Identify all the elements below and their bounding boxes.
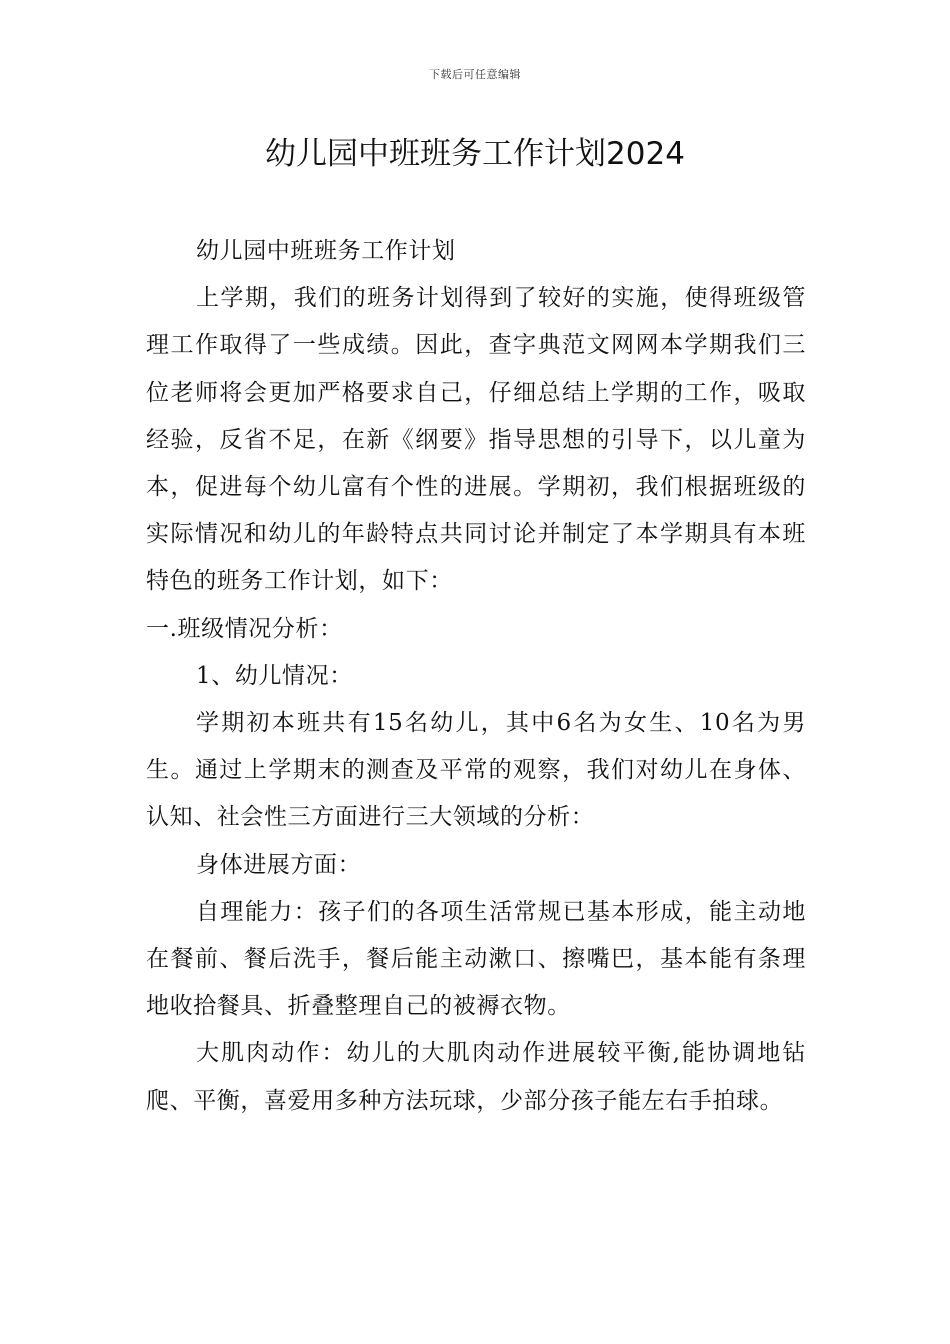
subsection-heading-children: 1、幼儿情况：: [196, 662, 353, 689]
section-heading-class-analysis: 一.班级情况分析：: [146, 615, 343, 642]
header-note: 下载后可任意编辑: [429, 68, 521, 81]
paragraph-subtitle: 幼儿园中班班务工作计划: [196, 238, 456, 264]
paragraph-self-care: 自理能力：孩子们的各项生活常规已基本形成，能主动地在餐前、餐后洗手，餐后能主动漱口、擦嘴巴，基本能有条理地收拾餐具、折叠整理自己的被褥衣物。: [146, 898, 806, 1020]
paragraph-children-overview: 学期初本班共有15名幼儿，其中6名为女生、10名为男生。通过上学期末的测查及平常的观察，我们对幼儿在身体、认知、社会性三方面进行三大领域的分析：: [146, 710, 806, 831]
document-title: 幼儿园中班班务工作计划2024: [265, 136, 685, 172]
paragraph-intro: 上学期，我们的班务计划得到了较好的实施，使得班级管理工作取得了一些成绩。因此，查字典范文网网本学期我们三位老师将会更加严格要求自己，仔细总结上学期的工作，吸取经验，反省不足，在新《纲要》指导思想的引导下，以儿童为本，促进每个幼儿富有个性的进展。学期初，我们根据班级的实际情况和幼儿的年龄特点共同讨论并制定了本学期具有本班特色的班务工作计划，如下：: [146, 285, 806, 595]
paragraph-gross-motor: 大肌肉动作：幼儿的大肌肉动作进展较平衡,能协调地钻爬、平衡，喜爱用多种方法玩球，少部分孩子能左右手拍球。: [146, 1040, 806, 1114]
subsection-heading-physical: 身体进展方面：: [196, 851, 362, 878]
document-body: [146, 228, 806, 1125]
